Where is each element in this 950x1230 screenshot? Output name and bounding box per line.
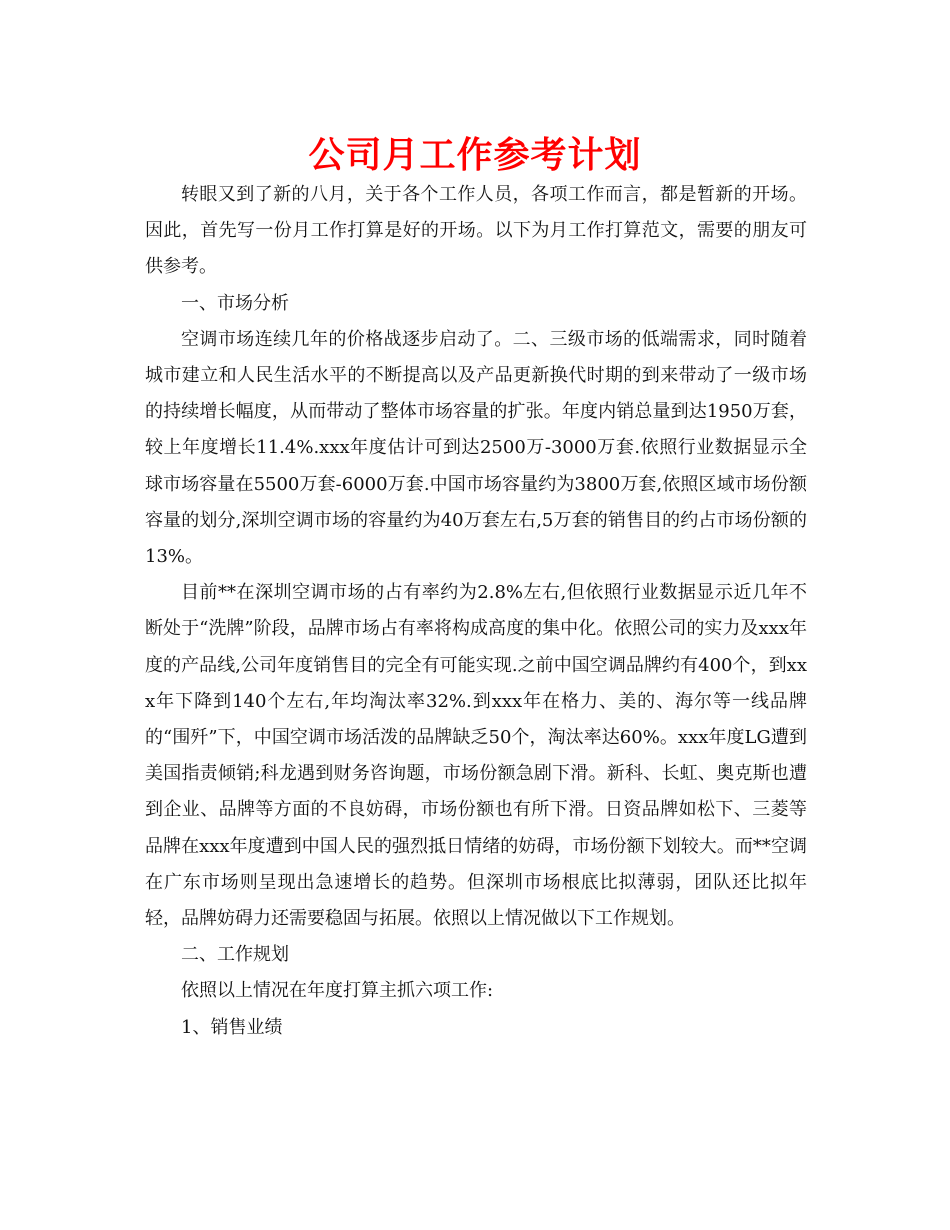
- intro-paragraph: 转眼又到了新的八月，关于各个工作人员，各项工作而言，都是暂新的开场。因此，首先写一份月工作打算是好的开场。以下为月工作打算范文，需要的朋友可供参考。: [145, 184, 807, 278]
- market-analysis-paragraph: 空调市场连续几年的价格战逐步启动了。二、三级市场的低端需求，同时随着城市建立和人民生活水平的不断提高以及产品更新换代时期的到来带动了一级市场的持续增长幅度，从而带动了整体市场容量的扩张。年度内销总量到达1950万套，较上年度增长11.4%.xxx年度估计可到达2500万-3000万套.依照行业数据显示全球市场容量在5500万套-6000万套.中国市场容量约为3800万套,依照区域市场份额容量的划分,深圳空调市场的容量约为40万套左右,5万套的销售目的约占市场份额的13%。: [145, 328, 807, 568]
- document-body: [145, 177, 807, 1046]
- work-plan-intro-paragraph: 依照以上情况在年度打算主抓六项工作:: [181, 980, 494, 1002]
- subsection-heading-sales: 1、销售业绩: [181, 1016, 283, 1038]
- section-heading-work-plan: 二、工作规划: [181, 944, 289, 966]
- section-heading-market-analysis: 一、市场分析: [181, 292, 289, 314]
- document-title: 公司月工作参考计划: [308, 135, 642, 176]
- market-share-paragraph: 目前**在深圳空调市场的占有率约为2.8%左右,但依照行业数据显示近几年不断处于“洗牌”阶段，品牌市场占有率将构成高度的集中化。依照公司的实力及xxx年度的产品线,公司年度销售目的完全有可能实现.之前中国空调品牌约有400个，到xxx年下降到140个左右,年均淘汰率32%.到xxx年在格力、美的、海尔等一线品牌的“围歼”下，中国空调市场活泼的品牌缺乏50个，淘汰率达60%。xxx年度LG遭到美国指责倾销;科龙遇到财务咨询题，市场份额急剧下滑。新科、长虹、奥克斯也遭到企业、品牌等方面的不良妨碍，市场份额也有所下滑。日资品牌如松下、三菱等品牌在xxx年度遭到中国人民的强烈抵日情绪的妨碍，市场份额下划较大。而**空调在广东市场则呈现出急速增长的趋势。但深圳市场根底比拟薄弱，团队还比拟年轻，品牌妨碍力还需要稳固与拓展。依照以上情况做以下工作规划。: [145, 582, 807, 930]
